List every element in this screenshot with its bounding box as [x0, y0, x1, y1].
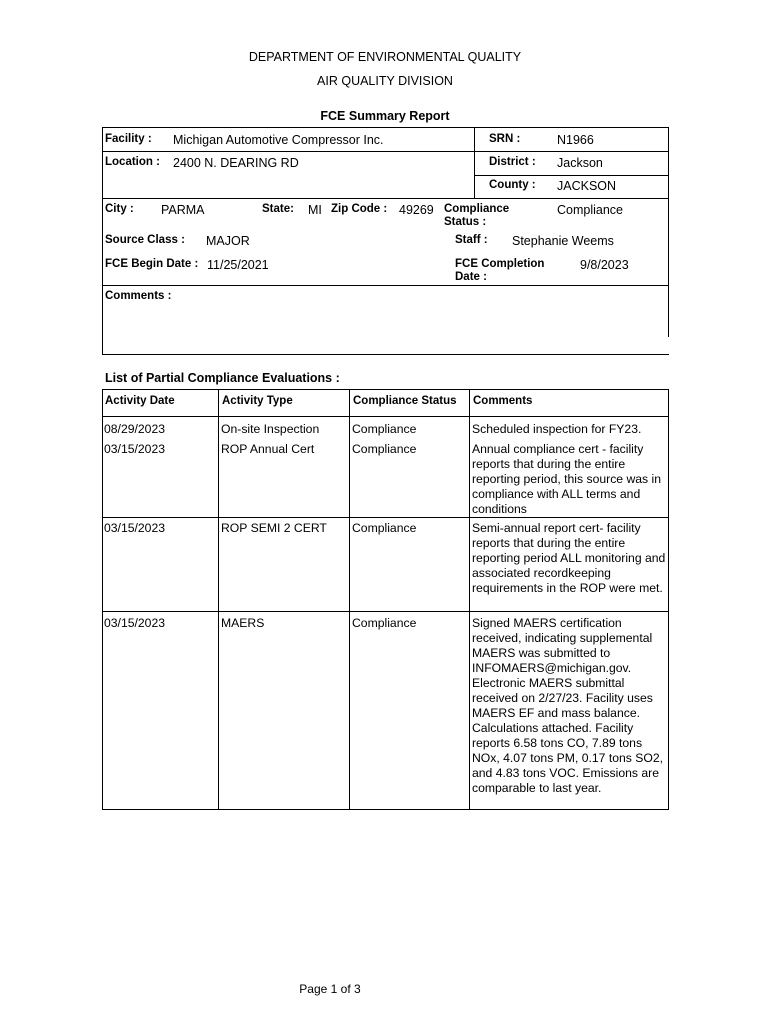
department-title: DEPARTMENT OF ENVIRONMENTAL QUALITY — [248, 50, 522, 64]
staff-value: Stephanie Weems — [512, 234, 614, 248]
column-header-compliance-status: Compliance Status — [353, 395, 457, 407]
page-number: Page 1 of 3 — [299, 982, 361, 996]
city-label: City : — [105, 203, 134, 215]
activity-date-cell: 03/15/2023 — [104, 442, 165, 456]
county-label: County : — [489, 179, 536, 191]
fce-begin-label: FCE Begin Date : — [105, 258, 199, 270]
pce-section-title: List of Partial Compliance Evaluations : — [105, 371, 340, 385]
zip-value: 49269 — [399, 203, 434, 217]
fce-completion-label: FCE Completion Date : — [455, 258, 545, 283]
activity-type-cell: MAERS — [221, 616, 265, 630]
comments-cell: Semi-annual report cert- facility reports that during the entire reporting period ALL monitoring and associated recordkeeping requirements in the ROP were met. — [472, 521, 666, 595]
comments-cell: Signed MAERS certification received, indicating supplemental MAERS was submitted to INFOMAERS@michigan.gov. Electronic MAERS submittal received on 2/27/23. Facility uses MAERS EF and mass balance. Calculations attached. Facility reports 6.58 tons CO, 7.89 tons NOx, 4.07 tons PM, 0.17 tons SO2, and 4.83 tons VOC. Emissions are comparable to last year. — [472, 616, 664, 795]
facility-label: Facility : — [105, 133, 152, 145]
county-value: JACKSON — [557, 179, 617, 193]
srn-label: SRN : — [489, 133, 521, 145]
staff-label: Staff : — [455, 234, 488, 246]
location-value: 2400 N. DEARING RD — [173, 156, 299, 170]
activity-date-cell: 03/15/2023 — [104, 521, 165, 535]
source-class-value: MAJOR — [206, 234, 250, 248]
comments-cell: Scheduled inspection for FY23. — [472, 422, 642, 436]
compliance-status-label: Compliance Status : — [444, 203, 510, 228]
activity-type-cell: ROP Annual Cert — [221, 442, 315, 456]
compliance-status-cell: Compliance — [352, 521, 417, 535]
district-label: District : — [489, 156, 536, 168]
compliance-status-cell: Compliance — [352, 422, 417, 436]
state-label: State: — [262, 203, 294, 215]
column-header-activity-type: Activity Type — [222, 395, 293, 407]
column-header-comments: Comments — [473, 395, 533, 407]
facility-value: Michigan Automotive Compressor Inc. — [173, 133, 384, 147]
activity-date-cell: 08/29/2023 — [104, 422, 165, 436]
activity-date-cell: 03/15/2023 — [104, 616, 165, 630]
activity-type-cell: ROP SEMI 2 CERT — [221, 521, 327, 535]
fce-completion-value: 9/8/2023 — [580, 258, 629, 272]
source-class-label: Source Class : — [105, 234, 185, 246]
city-value: PARMA — [161, 203, 205, 217]
state-value: MI — [308, 203, 322, 217]
report-title: FCE Summary Report — [320, 109, 450, 123]
comments-label: Comments : — [105, 290, 172, 302]
compliance-status-value: Compliance — [557, 203, 624, 217]
activity-type-cell: On-site Inspection — [221, 422, 320, 436]
column-header-activity-date: Activity Date — [105, 395, 175, 407]
compliance-status-cell: Compliance — [352, 442, 417, 456]
zip-label: Zip Code : — [331, 203, 388, 215]
compliance-status-cell: Compliance — [352, 616, 417, 630]
division-title: AIR QUALITY DIVISION — [317, 74, 453, 88]
srn-value: N1966 — [557, 133, 594, 147]
fce-begin-value: 11/25/2021 — [207, 258, 269, 272]
district-value: Jackson — [557, 156, 603, 170]
comments-cell: Annual compliance cert - facility reports that during the entire reporting period, this source was in compliance with ALL terms and conditions — [472, 442, 662, 516]
location-label: Location : — [105, 156, 160, 168]
